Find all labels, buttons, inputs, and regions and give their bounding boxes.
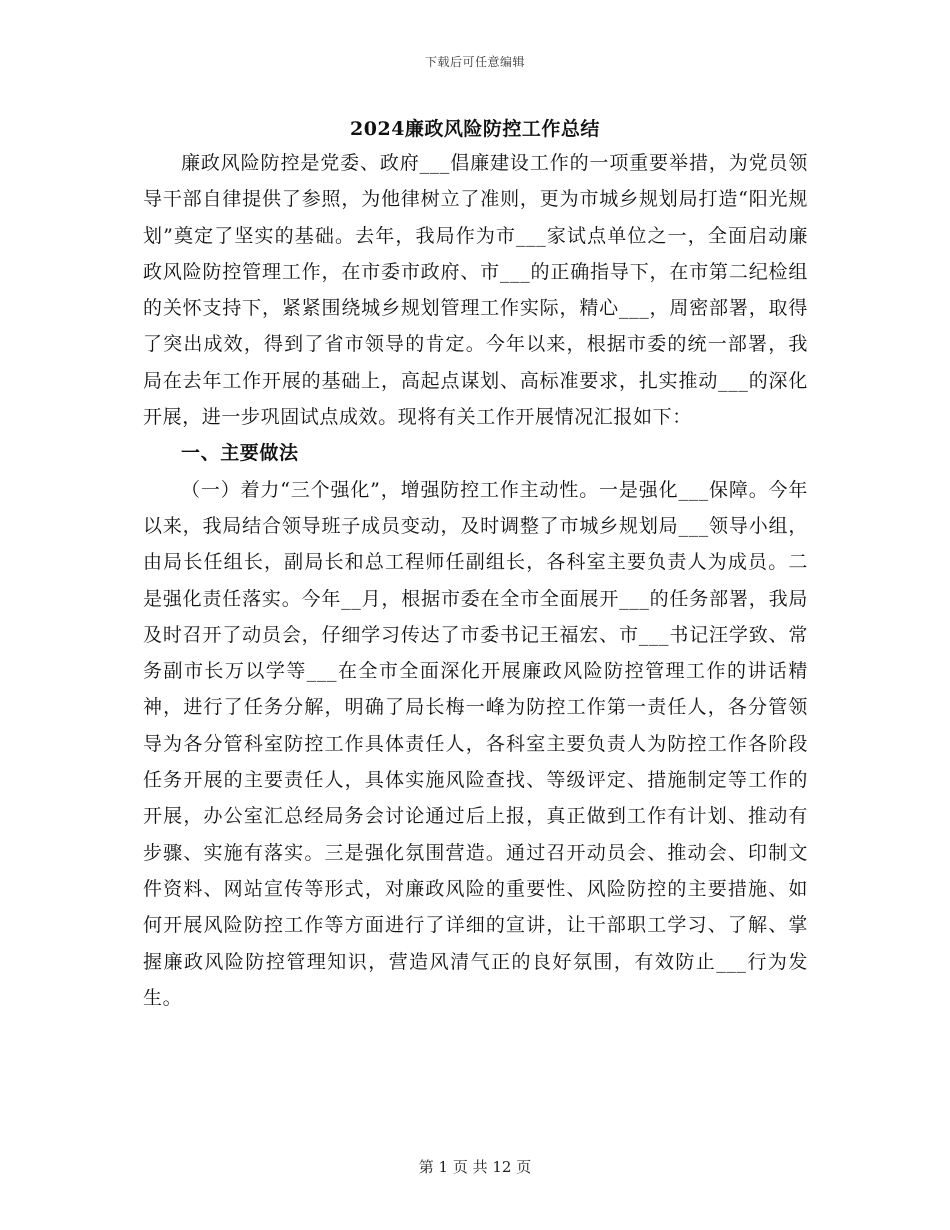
- paragraph-section-1: （一）着力“三个强化”，增强防控工作主动性。一是强化___保障。今年以来，我局结合领导班子成员变动，及时调整了市城乡规划局___领导小组，由局长任组长，副局长和总工程师任副组长，各科室主要负责人为成员。二是强化责任落实。今年__月，根据市委在全市全面展开___的任务部署，我局及时召开了动员会，仔细学习传达了市委书记王福宏、市___书记汪学致、常务副市长万以学等___在全市全面深化开展廉政风险防控管理工作的讲话精神，进行了任务分解，明确了局长梅一峰为防控工作第一责任人，各分管领导为各分管科室防控工作具体责任人，各科室主要负责人为防控工作各阶段任务开展的主要责任人，具体实施风险查找、等级评定、措施制定等工作的开展，办公室汇总经局务会讨论通过后上报，真正做到工作有计划、推动有步骤、实施有落实。三是强化氛围营造。通过召开动员会、推动会、印制文件资料、网站宣传等形式，对廉政风险的重要性、风险防控的主要措施、如何开展风险防控工作等方面进行了详细的宣讲，让干部职工学习、了解、掌握廉政风险防控管理知识，营造风清气正的良好氛围，有效防止___行为发生。: [143, 478, 808, 1009]
- document-title: 2024廉政风险防控工作总结: [350, 118, 600, 140]
- paragraph-intro: 廉政风险防控是党委、政府___倡廉建设工作的一项重要举措，为党员领导干部自律提供了参照，为他律树立了准则，更为市城乡规划局打造“阳光规划”奠定了坚实的基础。去年，我局作为市___家试点单位之一，全面启动廉政风险防控管理工作，在市委市政府、市___的正确指导下，在市第二纪检组的关怀支持下，紧紧围绕城乡规划管理工作实际，精心___，周密部署，取得了突出成效，得到了省市领导的肯定。今年以来，根据市委的统一部署，我局在去年工作开展的基础上，高起点谋划、高标准要求，扎实推动___的深化开展，进一步巩固试点成效。现将有关工作开展情况汇报如下：: [143, 152, 808, 429]
- header-note: 下载后可任意编辑: [424, 55, 525, 69]
- document-body: [143, 145, 808, 1016]
- section-heading: 一、主要做法: [181, 442, 299, 465]
- page-footer: 第 1 页 共 12 页: [418, 1158, 532, 1176]
